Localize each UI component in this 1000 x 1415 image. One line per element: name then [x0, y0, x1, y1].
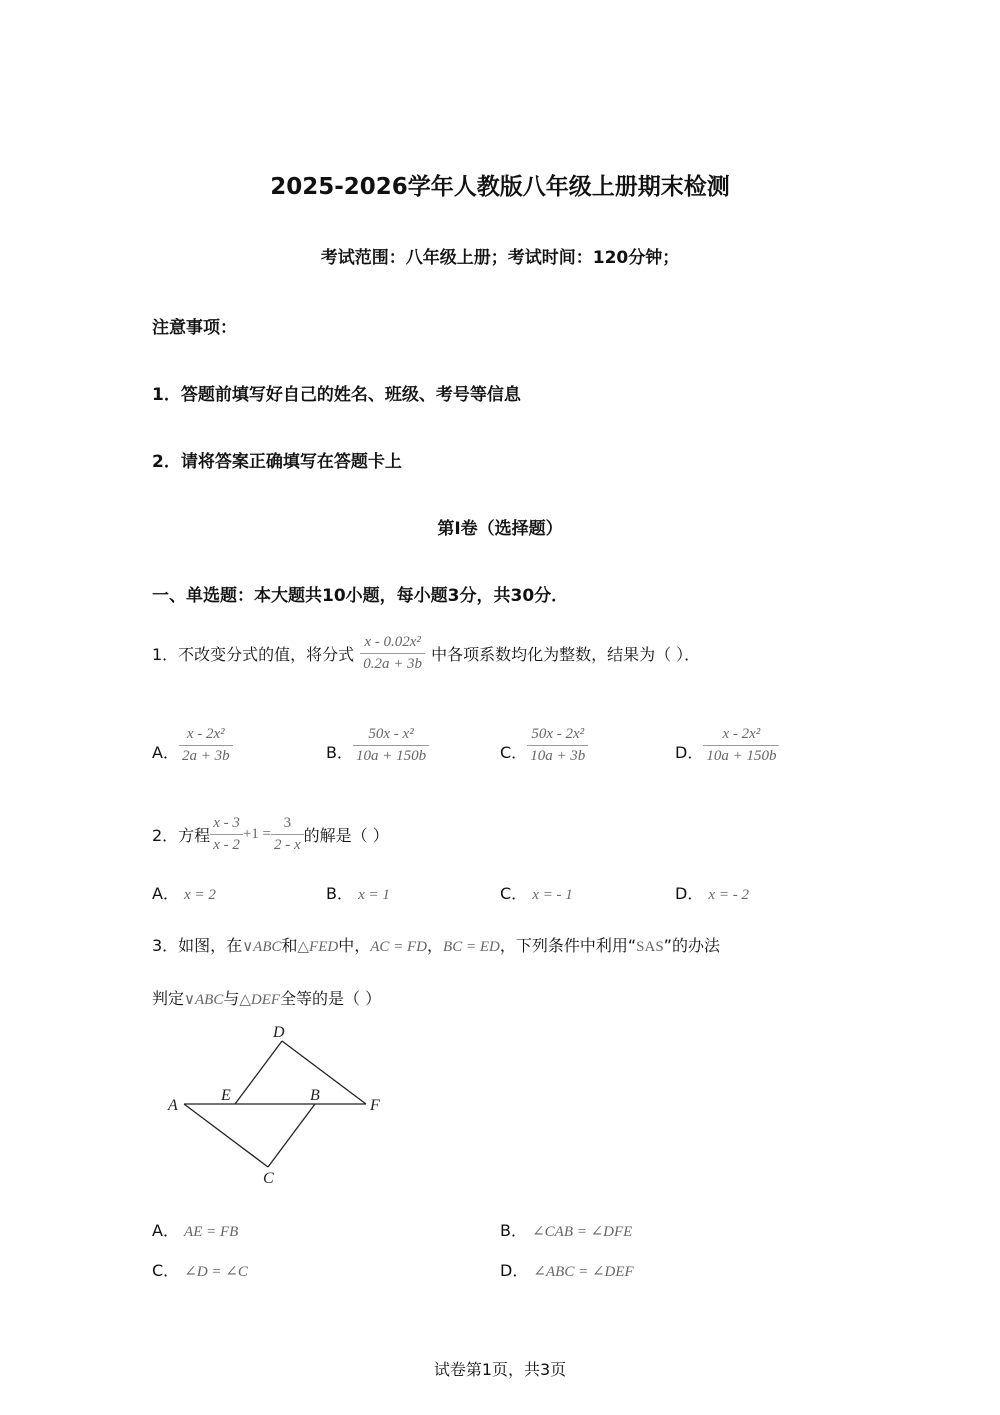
fraction-denominator: 2a + 3b — [179, 745, 233, 765]
question-2-text-before: 2．方程 — [152, 826, 211, 845]
segment-ac — [184, 1104, 268, 1167]
question-3-figure — [160, 1020, 400, 1190]
q2-option-d[interactable] — [675, 881, 749, 904]
question-3-text: ”的办法 — [663, 936, 720, 955]
triangle-abc: ∨ABC — [242, 939, 282, 955]
question-3-text: 和 — [281, 936, 298, 955]
q1-option-b[interactable] — [326, 726, 429, 765]
fraction-numerator: 50x - 2x² — [531, 726, 585, 742]
question-1 — [152, 634, 700, 673]
question-3-text: 3．如图，在 — [152, 936, 243, 955]
option-label: B． — [326, 743, 353, 762]
question-2-fraction-2 — [271, 815, 304, 854]
point-a-label: A — [168, 1097, 178, 1114]
fraction-numerator: x - 0.02x² — [364, 634, 421, 650]
section-heading: 一、单选题：本大题共10小题，每小题3分，共30分． — [152, 586, 569, 606]
segment-cb — [268, 1104, 315, 1167]
point-b-label: B — [310, 1087, 320, 1104]
fraction-numerator: x - 2x² — [722, 726, 761, 742]
fraction-numerator: 50x - x² — [368, 726, 414, 742]
segment-ed — [235, 1041, 282, 1104]
q3-option-a[interactable] — [152, 1218, 238, 1241]
fraction-numerator: 3 — [283, 815, 292, 831]
q3-option-c[interactable] — [152, 1258, 248, 1281]
option-label: A． — [152, 743, 179, 762]
option-fraction — [179, 726, 233, 765]
fraction-denominator: 0.2a + 3b — [360, 653, 425, 673]
part-heading: 第I卷（选择题） — [437, 519, 563, 539]
option-label: B． — [326, 884, 353, 903]
option-fraction — [703, 726, 779, 765]
triangle-def: △DEF — [239, 992, 281, 1008]
fraction-denominator: x - 2 — [210, 834, 243, 854]
option-label: C． — [152, 1261, 180, 1280]
question-3-text: 与 — [223, 989, 240, 1008]
option-expression: x = - 1 — [532, 887, 573, 903]
q1-option-a[interactable] — [152, 726, 233, 765]
option-expression: ∠ABC = ∠DEF — [533, 1264, 634, 1280]
fraction-denominator: 10a + 3b — [527, 745, 588, 765]
fraction-denominator: 10a + 150b — [703, 745, 779, 765]
question-3-text: 全等的是（ ） — [280, 989, 382, 1008]
option-expression: ∠CAB = ∠DFE — [532, 1224, 633, 1240]
q3-option-b[interactable] — [500, 1218, 632, 1241]
question-2-operator: +1 = — [242, 826, 272, 842]
question-2-fraction-1 — [210, 815, 243, 854]
point-d-label: D — [273, 1024, 285, 1041]
option-expression: x = 1 — [358, 887, 390, 903]
option-label: C． — [500, 884, 528, 903]
option-expression: AE = FB — [184, 1224, 239, 1240]
point-f-label: F — [370, 1097, 380, 1114]
page-title: 2025-2026学年人教版八年级上册期末检测 — [270, 174, 730, 200]
question-3-line-2 — [152, 986, 381, 1009]
option-label: C． — [500, 743, 528, 762]
exam-info: 考试范围：八年级上册；考试时间：120分钟； — [320, 248, 680, 268]
q3-option-d[interactable] — [500, 1258, 634, 1281]
triangle-fed: △FED — [297, 939, 339, 955]
fraction-denominator: 10a + 150b — [353, 745, 429, 765]
option-label: B． — [500, 1221, 527, 1240]
option-label: D． — [500, 1261, 529, 1280]
fraction-numerator: x - 3 — [213, 815, 240, 831]
question-3-line-1 — [152, 933, 720, 956]
option-expression: x = 2 — [184, 887, 216, 903]
question-3-text: 中， — [338, 936, 371, 955]
option-label: A． — [152, 1221, 179, 1240]
notice-heading: 注意事项： — [152, 318, 237, 338]
condition-bc-ed: BC = ED — [443, 939, 500, 955]
option-fraction — [353, 726, 429, 765]
point-c-label: C — [263, 1170, 274, 1187]
triangle-abc: ∨ABC — [184, 992, 224, 1008]
q2-option-c[interactable] — [500, 881, 573, 904]
option-expression: ∠D = ∠C — [184, 1264, 248, 1280]
notice-item-1: 1．答题前填写好自己的姓名、班级、考号等信息 — [152, 385, 521, 405]
notice-item-2: 2．请将答案正确填写在答题卡上 — [152, 452, 402, 472]
question-3-text: ，下列条件中利用“ — [499, 936, 637, 955]
option-expression: x = - 2 — [708, 887, 749, 903]
option-label: D． — [675, 743, 704, 762]
question-1-text-after: 中各项系数均化为整数，结果为（ ）． — [431, 645, 701, 664]
q2-option-a[interactable] — [152, 881, 216, 904]
question-1-text-before: 1．不改变分式的值，将分式 — [152, 645, 355, 664]
q2-option-b[interactable] — [326, 881, 390, 904]
option-fraction — [527, 726, 588, 765]
point-e-label: E — [221, 1087, 231, 1104]
question-2 — [152, 815, 389, 854]
page-footer: 试卷第1页，共3页 — [433, 1360, 567, 1379]
segment-df — [282, 1041, 366, 1104]
q1-option-c[interactable] — [500, 726, 588, 765]
fraction-numerator: x - 2x² — [186, 726, 225, 742]
fraction-denominator: 2 - x — [271, 834, 304, 854]
question-3-text: 判定 — [152, 989, 185, 1008]
q1-option-d[interactable] — [675, 726, 779, 765]
question-2-text-after: 的解是（ ） — [303, 826, 389, 845]
option-label: A． — [152, 884, 179, 903]
question-1-fraction — [360, 634, 425, 673]
question-3-text: ， — [427, 936, 444, 955]
condition-ac-fd: AC = FD — [370, 939, 428, 955]
option-label: D． — [675, 884, 704, 903]
sas-term: SAS — [636, 939, 664, 955]
